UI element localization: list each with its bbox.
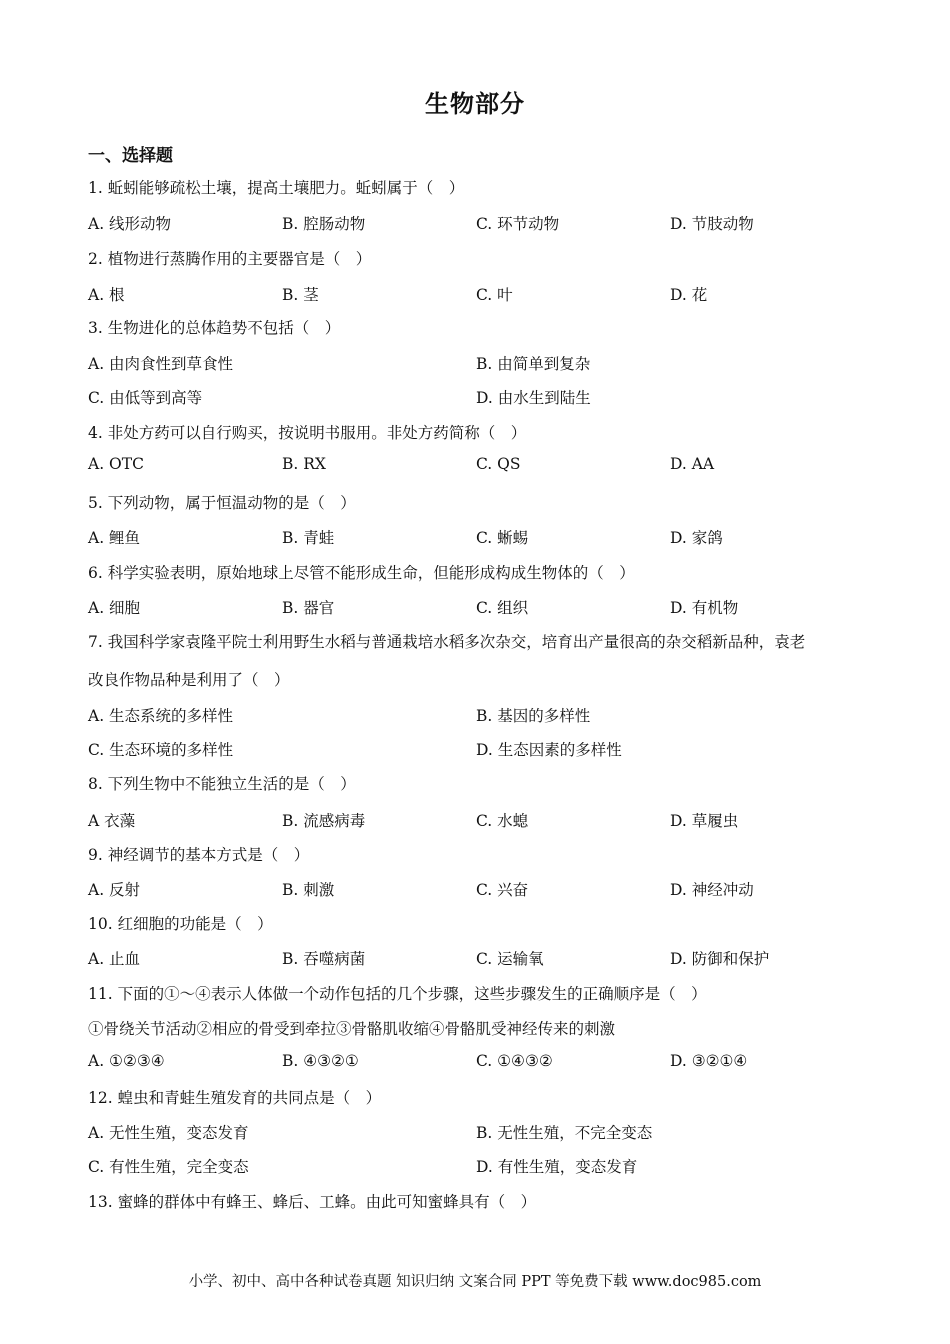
option-a: A. 反射 <box>88 881 141 899</box>
option-a: A. 细胞 <box>88 599 141 617</box>
option-d: D. ③②①④ <box>670 1052 748 1070</box>
option-b: B. RX <box>282 455 326 473</box>
option-c: C. 由低等到高等 <box>88 389 203 407</box>
option-d: D. 由水生到陆生 <box>476 389 591 407</box>
option-b: B. ④③②① <box>282 1052 359 1070</box>
option-b: B. 刺激 <box>282 881 335 899</box>
option-c: C. QS <box>476 455 521 473</box>
question-stem: 6. 科学实验表明，原始地球上尽管不能形成生命，但能形成构成生物体的（ ） <box>88 564 635 582</box>
option-d: D. 有机物 <box>670 599 739 617</box>
question-stem: 2. 植物进行蒸腾作用的主要器官是（ ） <box>88 250 372 268</box>
question-stem: 1. 蚯蚓能够疏松土壤，提高土壤肥力。蚯蚓属于（ ） <box>88 179 465 197</box>
page-title: 生物部分 <box>425 89 525 118</box>
question-stem: 4. 非处方药可以自行购买，按说明书服用。非处方药简称（ ） <box>88 424 527 442</box>
option-d: D. 有性生殖，变态发育 <box>476 1158 638 1176</box>
option-a: A. 由肉食性到草食性 <box>88 355 234 373</box>
option-c: C. 叶 <box>476 286 513 304</box>
option-a: A. OTC <box>88 455 144 473</box>
option-a: A. 止血 <box>88 950 141 968</box>
question-stem: 13. 蜜蜂的群体中有蜂王、蜂后、工蜂。由此可知蜜蜂具有（ ） <box>88 1193 537 1211</box>
option-b: B. 器官 <box>282 599 335 617</box>
question-stem: 8. 下列生物中不能独立生活的是（ ） <box>88 775 356 793</box>
option-c: C. 水螅 <box>476 812 529 830</box>
option-a: A. 鲤鱼 <box>88 529 141 547</box>
option-c: C. 有性生殖，完全变态 <box>88 1158 249 1176</box>
option-c: C. 运输氧 <box>476 950 544 968</box>
option-b: B. 腔肠动物 <box>282 215 366 233</box>
option-c: C. 组织 <box>476 599 529 617</box>
option-c: C. ①④③② <box>476 1052 553 1070</box>
option-a: A. ①②③④ <box>88 1052 165 1070</box>
option-a: A. 无性生殖，变态发育 <box>88 1124 249 1142</box>
option-d: D. 花 <box>670 286 708 304</box>
option-d: D. 草履虫 <box>670 812 739 830</box>
question-stem-continued: 改良作物品种是利用了（ ） <box>88 671 290 689</box>
option-a: A. 线形动物 <box>88 215 172 233</box>
option-c: C. 蜥蜴 <box>476 529 529 547</box>
option-b: B. 由简单到复杂 <box>476 355 591 373</box>
option-d: D. AA <box>670 455 715 473</box>
question-stem: 12. 蝗虫和青蛙生殖发育的共同点是（ ） <box>88 1089 382 1107</box>
question-stem: 9. 神经调节的基本方式是（ ） <box>88 846 310 864</box>
option-a: A 衣藻 <box>88 812 136 830</box>
option-d: D. 防御和保护 <box>670 950 770 968</box>
question-stem: 11. 下面的①～④表示人体做一个动作包括的几个步骤，这些步骤发生的正确顺序是（ ） <box>88 985 707 1003</box>
option-d: D. 生态因素的多样性 <box>476 741 622 759</box>
option-b: B. 茎 <box>282 286 319 304</box>
option-c: C. 生态环境的多样性 <box>88 741 234 759</box>
option-c: C. 兴奋 <box>476 881 529 899</box>
section-heading: 一、选择题 <box>88 146 173 166</box>
option-a: A. 根 <box>88 286 125 304</box>
option-b: B. 流感病毒 <box>282 812 366 830</box>
question-stem: 10. 红细胞的功能是（ ） <box>88 915 273 933</box>
option-d: D. 节肢动物 <box>670 215 754 233</box>
option-b: B. 无性生殖，不完全变态 <box>476 1124 653 1142</box>
question-stem-continued: ①骨绕关节活动②相应的骨受到牵拉③骨骼肌收缩④骨骼肌受神经传来的刺激 <box>88 1020 616 1038</box>
option-c: C. 环节动物 <box>476 215 560 233</box>
option-d: D. 家鸽 <box>670 529 723 547</box>
option-a: A. 生态系统的多样性 <box>88 707 234 725</box>
option-b: B. 基因的多样性 <box>476 707 591 725</box>
question-stem: 3. 生物进化的总体趋势不包括（ ） <box>88 319 341 337</box>
question-stem: 7. 我国科学家袁隆平院士利用野生水稻与普通栽培水稻多次杂交，培育出产量很高的杂交稻新品种，袁老 <box>88 633 806 651</box>
footer-text: 小学、初中、高中各种试卷真题 知识归纳 文案合同 PPT 等免费下载 www.doc985.com <box>188 1274 762 1290</box>
question-stem: 5. 下列动物，属于恒温动物的是（ ） <box>88 494 356 512</box>
option-b: B. 青蛙 <box>282 529 335 547</box>
option-b: B. 吞噬病菌 <box>282 950 366 968</box>
option-d: D. 神经冲动 <box>670 881 754 899</box>
